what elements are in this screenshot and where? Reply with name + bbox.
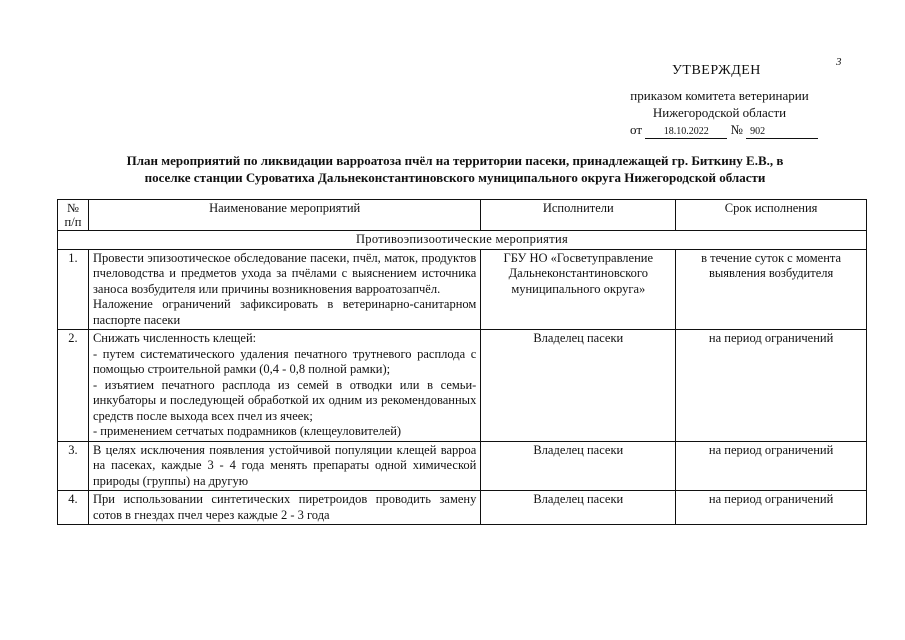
measure-line: - путем систематического удаления печатного трутневого расплода с помощью строительной рамки (0,4 - 0,8 полной рамки); [92,346,477,376]
row-number: 3. [58,441,89,491]
header-executors: Исполнители [481,200,676,231]
section-title: Противоэпизоотические мероприятия [58,231,867,250]
table-header-row [58,200,867,231]
document-title [90,152,820,186]
order-date-line [630,121,827,139]
approved-heading: УТВЕРЖДЕН [672,63,761,78]
number-prefix: № [730,122,743,137]
measure-line: Наложение ограничений зафиксировать в ветеринарно-санитарном паспорте пасеки [92,297,477,327]
date-prefix: от [630,122,643,137]
approval-stamp [612,62,827,139]
table-row [58,441,867,491]
table-row [58,249,867,330]
row-term: на период ограничений [676,441,867,491]
table-row [58,491,867,525]
measure-line: При использовании синтетических пиретроидов проводить замену сотов в гнездах пчел через каждые 2 - 3 года [92,492,477,522]
row-executor: ГБУ НО «Госветуправление Дальнеконстантиновского муниципального округа» [481,249,676,330]
header-term: Срок исполнения [676,200,867,231]
section-row [58,231,867,250]
row-measure [88,491,480,525]
row-executor: Владелец пасеки [481,441,676,491]
order-number: 902 [746,126,818,139]
row-executor: Владелец пасеки [481,330,676,442]
measure-line: - изъятием печатного расплода из семей в отводки или в семьи-инкубаторы и последующей обработкой их одним из рекомендованных средств после выхода всех пчел из ячеек; [92,377,477,423]
header-name: Наименование мероприятий [88,200,480,231]
order-line-2: Нижегородской области [652,105,787,120]
row-number: 2. [58,330,89,442]
measures-table [57,199,867,525]
row-term: на период ограничений [676,330,867,442]
order-line-1: приказом комитета ветеринарии [630,88,809,103]
row-measure [88,330,480,442]
header-num [58,200,89,231]
row-measure [88,249,480,330]
title-line-2: поселке станции Суроватиха Дальнеконстантиновского муниципального округа Нижегородской области [144,170,766,185]
table-row [58,330,867,442]
measure-line: Провести эпизоотическое обследование пасеки, пчёл, маток, продуктов пчеловодства и предметов ухода за пчёлами с выяснением источника заноса возбудителя или причины возникновения варроатозапчёл. [92,250,477,296]
row-number: 4. [58,491,89,525]
row-number: 1. [58,249,89,330]
page-number-mark: 3 [836,56,842,68]
measure-line: - применением сетчатых подрамников (клещеуловителей) [92,424,402,438]
measure-line: Снижать численность клещей: [92,331,257,345]
order-date: 18.10.2022 [645,126,727,139]
row-term: на период ограничений [676,491,867,525]
measure-line: В целях исключения появления устойчивой популяции клещей варроа на пасеках, каждые 3 - 4 года менять препараты одной химической природы (группы) на другую [92,442,477,488]
header-num-line-2: п/п [64,215,82,229]
row-measure [88,441,480,491]
title-line-1: План мероприятий по ликвидации варроатоза пчёл на территории пасеки, принадлежащей гр. Биткину Е.В., в [126,153,784,168]
row-term: в течение суток с момента выявления возбудителя [676,249,867,330]
row-executor: Владелец пасеки [481,491,676,525]
header-num-line-1: № [67,201,79,215]
